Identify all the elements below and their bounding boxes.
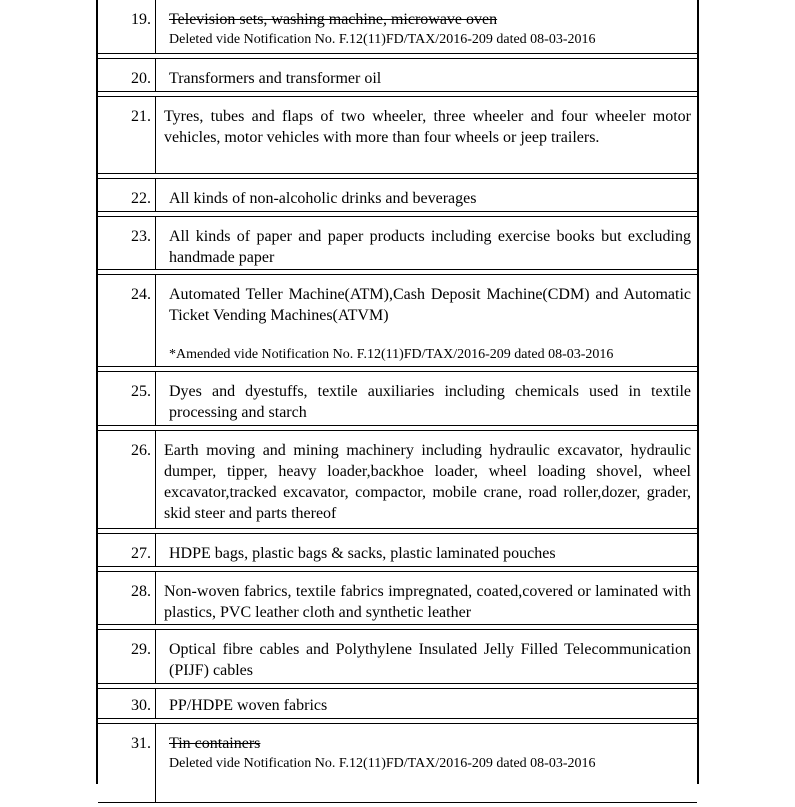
item-description: All kinds of non-alcoholic drinks and beverages [169,190,477,207]
item-description: Television sets, washing machine, microwave oven [169,11,498,28]
description-cell [156,179,697,209]
table-row [98,571,697,625]
description-cell [156,572,697,623]
table-row [98,629,697,684]
item-description: PP/HDPE woven fabrics [169,697,328,714]
table-row [98,216,697,270]
item-description: Dyes and dyestuffs, textile auxiliaries including chemicals used in textile processing and starch [169,383,691,421]
description-cell [156,59,697,89]
row-number: 26. [131,442,151,459]
item-description: Tyres, tubes and flaps of two wheeler, three wheeler and four wheeler motor vehicles, motor vehicles with more than four wheels or jeep trailers. [164,108,691,146]
row-number: 25. [131,383,151,400]
table-row [98,533,697,567]
row-number: 24. [131,286,151,303]
table-row [98,0,697,54]
row-number-cell [98,59,156,91]
row-number: 20. [131,70,151,87]
table-row [98,430,697,529]
row-number: 30. [131,697,151,714]
table-row [98,723,697,803]
row-number: 19. [131,11,151,28]
amendment-note: *Amended vide Notification No. F.12(11)FD/TAX/2016-209 dated 08-03-2016 [169,347,614,362]
table-row [98,96,697,174]
description-cell [156,534,697,564]
description-cell [156,0,697,49]
item-description: All kinds of paper and paper products including exercise books but excluding handmade paper [169,228,691,266]
row-number: 28. [131,583,151,600]
row-number: 23. [131,228,151,245]
row-number: 27. [131,545,151,562]
table-row [98,371,697,426]
deletion-note: Deleted vide Notification No. F.12(11)FD/TAX/2016-209 dated 08-03-2016 [169,756,596,771]
table-row [98,274,697,367]
item-description: Non-woven fabrics, textile fabrics impregnated, coated,covered or laminated with plastics, PVC leather cloth and synthetic leather [164,583,691,621]
row-number-cell [98,97,156,173]
item-description: Transformers and transformer oil [169,70,382,87]
row-number-cell [98,572,156,624]
item-description: Tin containers [169,735,261,752]
row-number-cell [98,431,156,528]
row-number-cell [98,275,156,366]
table-row [98,178,697,212]
row-number-cell [98,724,156,802]
deletion-note: Deleted vide Notification No. F.12(11)FD/TAX/2016-209 dated 08-03-2016 [169,32,596,47]
row-number-cell [98,534,156,566]
row-number: 22. [131,190,151,207]
row-number-cell [98,217,156,269]
row-number: 29. [131,641,151,658]
description-cell [156,97,697,148]
description-cell [156,724,697,773]
description-cell [156,630,697,681]
row-number-cell [98,689,156,718]
row-number-cell [98,630,156,683]
row-number: 31. [131,735,151,752]
page-border-right [697,0,699,784]
description-cell [156,689,697,716]
description-cell [156,372,697,423]
item-description: Earth moving and mining machinery including hydraulic excavator, hydraulic dumper, tipper, heavy loader,backhoe loader, wheel loading shovel, wheel excavator,tracked excavator, compactor, mobile crane, road roller,dozer, grader, skid steer and parts thereof [164,442,691,522]
schedule-table [98,0,697,807]
description-cell [156,431,697,524]
item-description: Optical fibre cables and Polythylene Insulated Jelly Filled Telecommunication (PIJF) cables [169,641,691,679]
row-number: 21. [131,108,151,125]
table-row [98,688,697,719]
row-number-cell [98,0,156,53]
row-number-cell [98,372,156,425]
item-description: HDPE bags, plastic bags & sacks, plastic laminated pouches [169,545,556,562]
item-description: Automated Teller Machine(ATM),Cash Deposit Machine(CDM) and Automatic Ticket Vending Machines(ATVM) [169,286,691,324]
description-cell [156,217,697,268]
table-row [98,58,697,92]
description-cell [156,275,697,364]
row-number-cell [98,179,156,211]
